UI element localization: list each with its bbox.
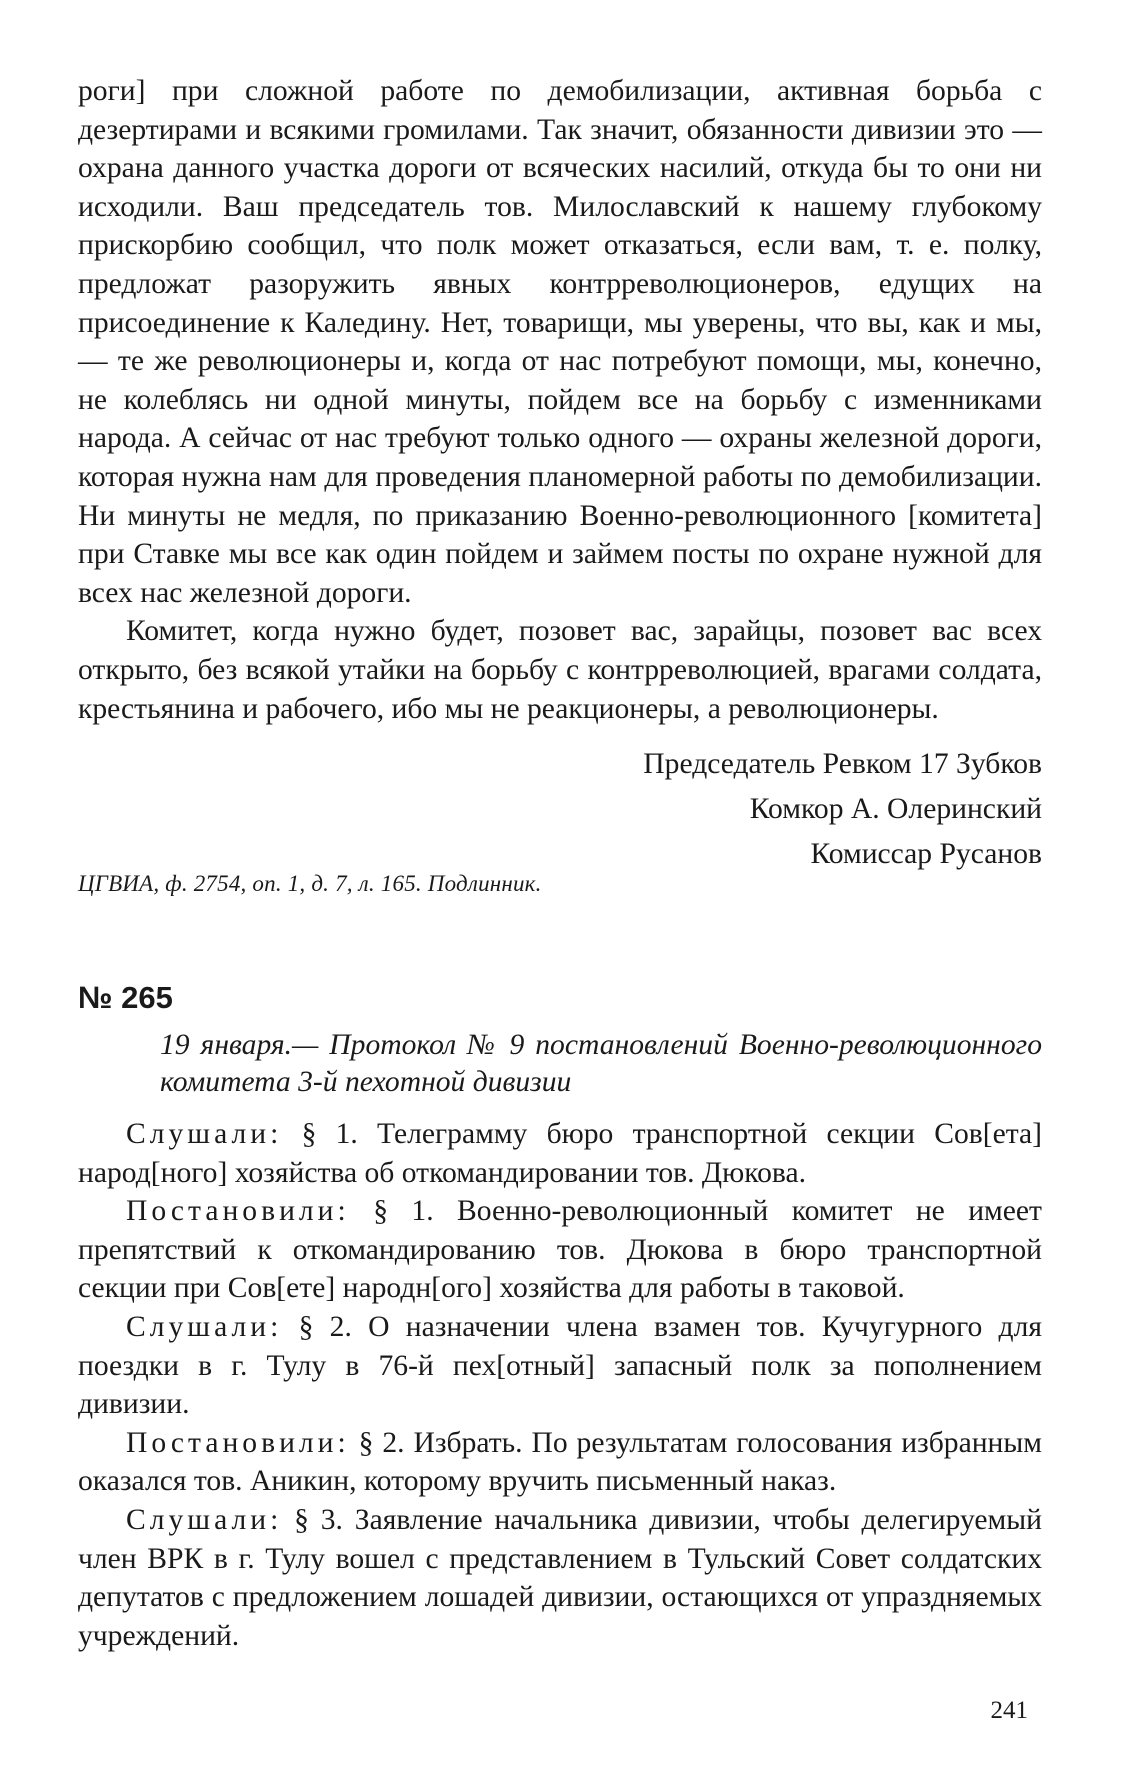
- continuation-paragraph: роги] при сложной работе по демобилизации, активная борьба с дезертирами и всякими громилами. Так значит, обязанности дивизии это — охрана данного участка дороги от всяческих насилий, откуда бы то они ни исходили. Ваш председатель тов. Милославский к нашему глубокому прискорбию сообщил, что полк может отказаться, если вам, т. е. полку, предложат разоружить явных контрреволюционеров, едущих на присоединение к Каледину. Нет, товарищи, мы уверены, что вы, как и мы,— те же революционеры и, когда от нас потребуют помощи, мы, конечно, не колеблясь ни одной минуты, пойдем все на борьбу с изменниками народа. А сейчас от нас требуют только одного — охраны железной дороги, которая нужна нам для проведения планомерной работы по демобилизации. Ни минуты не медля, по приказанию Военно-революционного [комитета] при Ставке мы все как один пойдем и займем посты по охране нужной для всех нас железной дороги.: [78, 75, 1042, 609]
- page-number: 241: [990, 1697, 1028, 1724]
- committee-paragraph: Комитет, когда нужно будет, позовет вас, зарайцы, позовет вас всех открыто, без всякой утайки на борьбу с контрреволюцией, врагами солдата, крестьянина и рабочего, ибо мы не реакционеры, а революционеры.: [78, 615, 1042, 725]
- item-label: Слушали:: [126, 1504, 283, 1537]
- document-title: 19 января.— Протокол № 9 постановлений Военно-революционного комитета 3-й пехотной дивизии: [160, 1029, 1042, 1099]
- signature-chairman: Председатель Ревком 17 Зубков: [643, 748, 1042, 781]
- item-label: Слушали:: [126, 1118, 283, 1151]
- item-label: Постановили:: [126, 1195, 350, 1228]
- item-text: § 2. Избрать. По результатам голосования избранным оказался тов. Аникин, которому вручить письменный наказ.: [78, 1426, 1042, 1498]
- signature-commissar: Комиссар Русанов: [810, 838, 1042, 871]
- protocol-item: [78, 1424, 1042, 1501]
- signature-komkor: Комкор А. Олеринский: [749, 793, 1042, 826]
- protocol-item: [78, 1501, 1042, 1655]
- item-label: Постановили:: [126, 1426, 350, 1459]
- item-label: Слушали:: [126, 1311, 283, 1344]
- document-number: № 265: [78, 980, 173, 1016]
- item-text: § 1. Телеграмму бюро транспортной секции Сов[ета] народ[ного] хозяйства об откомандировании тов. Дюкова.: [78, 1118, 1042, 1189]
- protocol-item: [78, 1308, 1042, 1424]
- protocol-item: [78, 1115, 1042, 1192]
- signature-block: [78, 742, 1042, 877]
- item-text: § 1. Военно-революционный комитет не имеет препятствий к откомандированию тов. Дюкова в бюро транспортной секции при Сов[ете] народн[ого] хозяйства для работы в таковой.: [78, 1195, 1042, 1305]
- book-page: [78, 72, 1042, 1732]
- item-text: § 3. Заявление начальника дивизии, чтобы делегируемый член ВРК в г. Тулу вошел с представлением в Тульский Совет солдатских депутатов с предложением лошадей дивизии, остающихся от упраздняемых учреждений.: [78, 1504, 1042, 1652]
- item-text: § 2. О назначении члена взамен тов. Кучугурного для поездки в г. Тулу в 76-й пех[отный] запасный полк за пополнением дивизии.: [78, 1311, 1042, 1421]
- protocol-item: [78, 1192, 1042, 1308]
- archive-source-reference: ЦГВИА, ф. 2754, оп. 1, д. 7, л. 165. Подлинник.: [78, 871, 542, 897]
